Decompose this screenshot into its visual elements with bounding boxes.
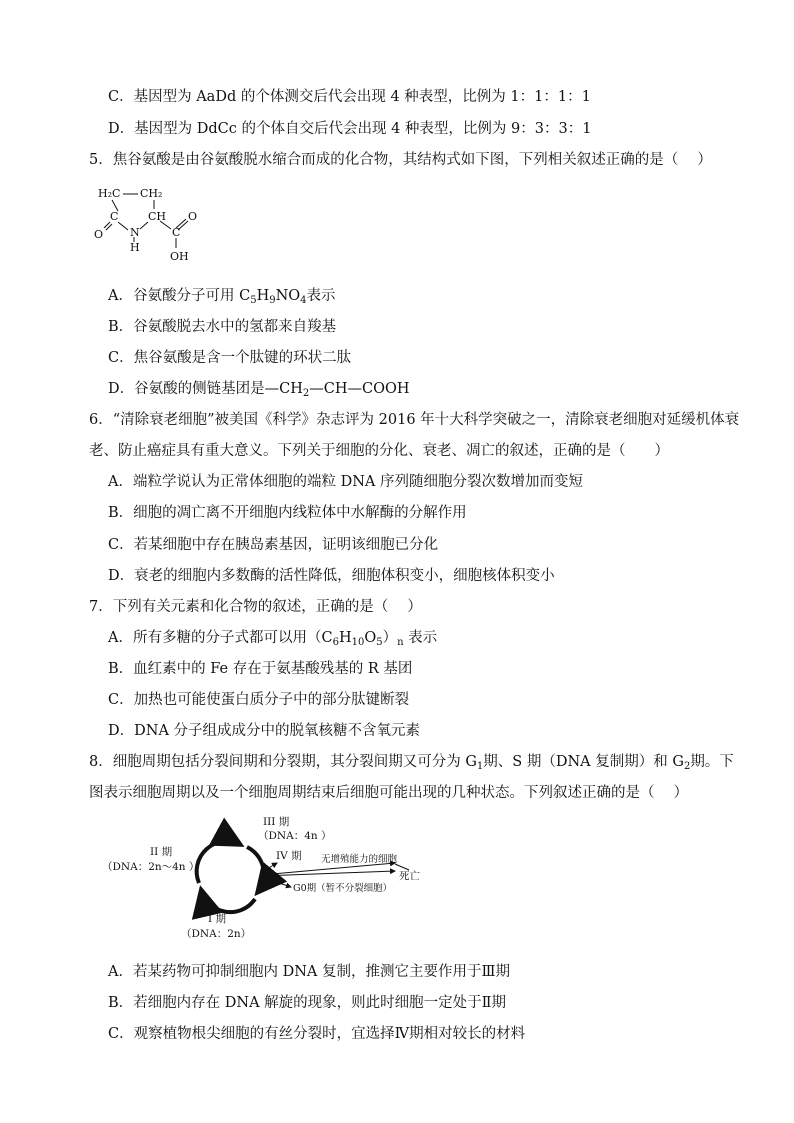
q5-option-b: B．谷氨酸脱去水中的氢都来自羧基 xyxy=(108,319,337,335)
atom-ch2: CH₂ xyxy=(140,187,163,200)
q8-option-b: B．若细胞内存在 DNA 解旋的现象，则此时细胞一定处于Ⅱ期 xyxy=(108,995,507,1011)
atom-n: N xyxy=(130,226,140,239)
q4-option-c: C．基因型为 AaDd 的个体测交后代会出现 4 种表型，比例为 1：1：1：1 xyxy=(108,89,591,105)
atom-oh: OH xyxy=(170,250,189,263)
q6-option-d: D．衰老的细胞内多数酶的活性降低，细胞体积变小，细胞核体积变小 xyxy=(108,568,555,584)
pyroglutamic-acid-structure xyxy=(90,178,220,270)
q7-stem: 7．下列有关元素和化合物的叙述，正确的是（ ） xyxy=(89,599,422,615)
q7-option-b: B．血红素中的 Fe 存在于氨基酸残基的 R 基团 xyxy=(108,661,413,677)
label-phase4: IV 期 xyxy=(276,850,302,862)
q6-option-b: B．细胞的凋亡离不开细胞内线粒体中水解酶的分解作用 xyxy=(108,505,467,521)
label-g0: G0期（暂不分裂细胞） xyxy=(293,883,393,894)
atom-h2c: H₂C xyxy=(98,187,121,200)
q8-option-a: A．若某药物可抑制细胞内 DNA 复制，推测它主要作用于Ⅲ期 xyxy=(108,964,510,980)
atom-c2: C xyxy=(172,226,181,239)
label-phase3-dna: （DNA：4n ） xyxy=(258,830,332,842)
atom-o-left: O xyxy=(94,228,104,241)
q7-option-d: D．DNA 分子组成成分中的脱氧核糖不含氧元素 xyxy=(108,723,421,739)
q7-option-a: A．所有多糖的分子式都可以用$(C_6H_{10}O_5)_n$ 表示 xyxy=(108,630,438,648)
q5-option-d: D．谷氨酸的侧链基团是$—CH_2—CH—COOH$ xyxy=(108,381,410,399)
label-phase1: I 期 xyxy=(208,913,226,925)
label-phase2-dna: （DNA：2n～4n ） xyxy=(102,861,200,873)
q7-option-c: C．加热也可能使蛋白质分子中的部分肽键断裂 xyxy=(108,692,410,708)
q8-stem-line1: 8．细胞周期包括分裂间期和分裂期，其分裂间期又可分为 $G_1$期、S 期（DNA 复制期）和 $G_2$期。下 xyxy=(89,754,734,772)
atom-c1: C xyxy=(110,210,119,223)
atom-h: H xyxy=(130,241,140,254)
q6-stem-line2: 老、防止癌症具有重大意义。下列关于细胞的分化、衰老、凋亡的叙述，正确的是（ ） xyxy=(89,443,669,459)
q6-stem-line1: 6．“清除衰老细胞”被美国《科学》杂志评为 2016 年十大科学突破之一，清除衰老细胞对延缓机体衰 xyxy=(89,412,740,428)
label-phase2: II 期 xyxy=(150,846,173,858)
q5-option-a: A．谷氨酸分子可用 $C_5H_9NO_4$表示 xyxy=(108,288,336,306)
cycle-ring xyxy=(197,841,264,912)
q5-stem: 5．焦谷氨酸是由谷氨酸脱水缩合而成的化合物，其结构式如下图，下列相关叙述正确的是（ ） xyxy=(89,152,712,168)
atom-o-right: O xyxy=(188,210,198,223)
cell-cycle-diagram xyxy=(95,815,455,945)
label-no-proliferation: 无增殖能力的细胞 xyxy=(321,854,398,865)
q6-option-a: A．端粒学说认为正常体细胞的端粒 DNA 序列随细胞分裂次数增加而变短 xyxy=(108,474,583,490)
q8-option-c: C．观察植物根尖细胞的有丝分裂时，宜选择Ⅳ期相对较长的材料 xyxy=(108,1026,526,1042)
label-death: 死亡 xyxy=(399,870,420,882)
label-phase1-dna: （DNA：2n） xyxy=(181,928,252,940)
q6-option-c: C．若某细胞中存在胰岛素基因，证明该细胞已分化 xyxy=(108,537,439,553)
q8-stem-line2: 图表示细胞周期以及一个细胞周期结束后细胞可能出现的几种状态。下列叙述正确的是（ ） xyxy=(89,785,689,801)
q5-option-c: C．焦谷氨酸是含一个肽键的环状二肽 xyxy=(108,350,352,366)
label-phase3: III 期 xyxy=(263,816,290,828)
atom-ch: CH xyxy=(148,210,167,223)
q4-option-d: D．基因型为 DdCc 的个体自交后代会出现 4 种表型，比例为 9：3：3：1 xyxy=(108,121,592,137)
